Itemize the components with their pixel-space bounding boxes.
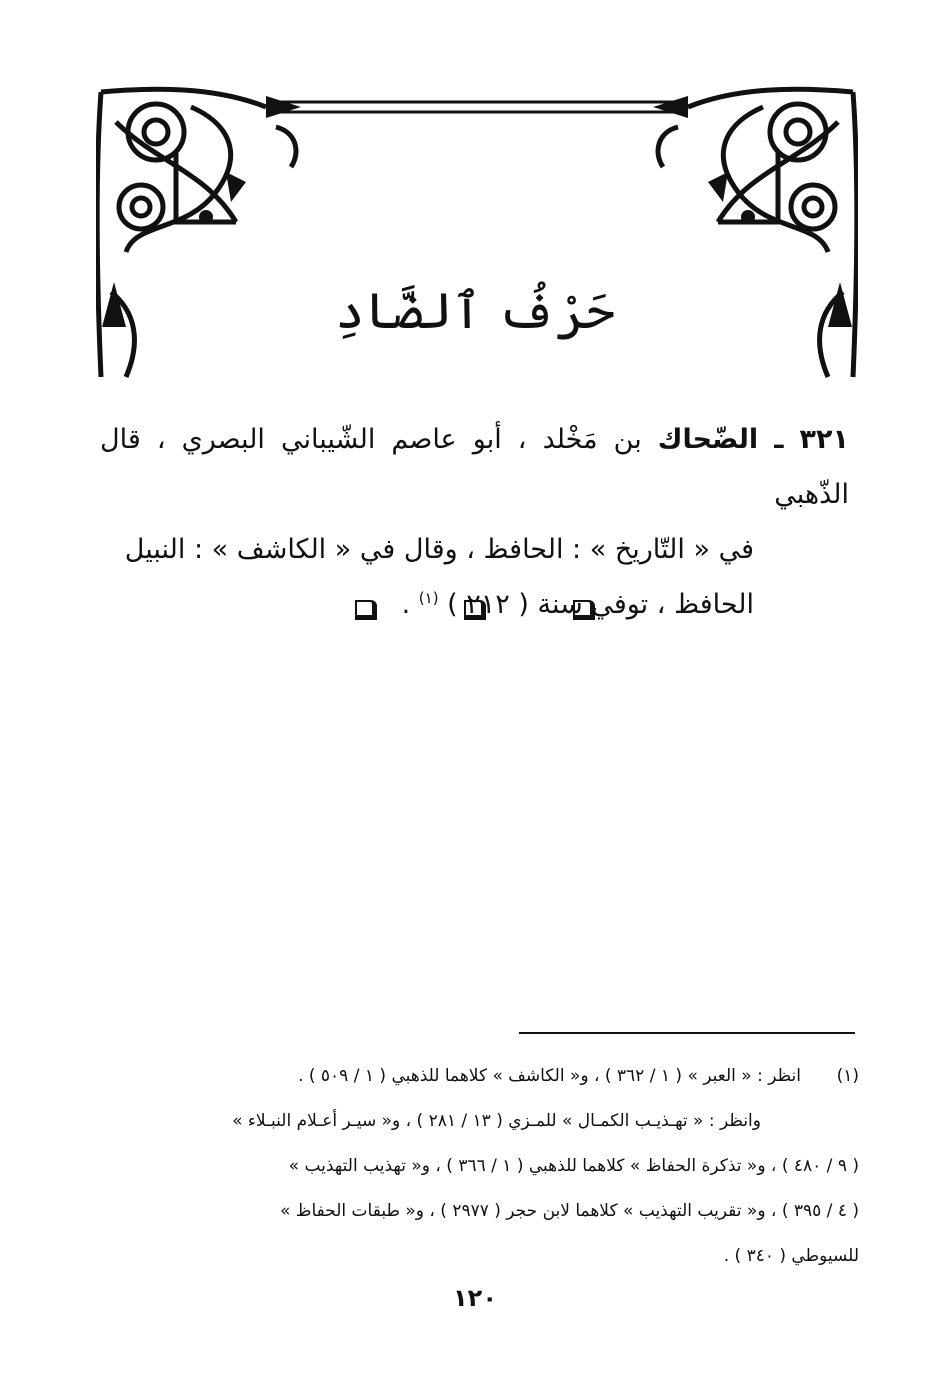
entry-line-2: في « التّاريخ » : الحافظ ، وقال في « الكاشف » : النبيل xyxy=(124,534,754,565)
separator-box-icon xyxy=(355,600,377,620)
footnote-1-line-1 xyxy=(98,1054,859,1099)
chapter-title: حَرْفُ ٱلضَّادِ xyxy=(335,282,615,340)
footnote-divider xyxy=(519,1032,855,1034)
footnote-1-text: انظر : « العبر » ( ١ / ٣٦٢ ) ، و« الكاشف » كلاهما للذهبي ( ١ / ٥٠٩ ) . xyxy=(298,1066,801,1086)
entry-number: ٣٢١ xyxy=(799,424,849,455)
footnote-1-line-5: للسيوطي ( ٣٤٠ ) . xyxy=(723,1246,859,1266)
entry-line3-text: الحافظ ، توفي سنة ( ٢١٢ ) xyxy=(447,589,754,620)
entry-end-mark: . xyxy=(401,589,411,620)
footnote-1-line-2: وانظر : « تهـذيـب الكمـال » للمـزي ( ١٣ / ٢٨١ ) ، و« سيـر أعـلام النبـلاء » xyxy=(232,1111,761,1131)
footnote-1-line-3: ( ٩ / ٤٨٠ ) ، و« تذكرة الحفاظ » كلاهما للذهبي ( ١ / ٣٦٦ ) ، و« تهذيب التهذيب » xyxy=(288,1156,859,1176)
section-separator xyxy=(355,600,595,630)
footnote-reference[interactable]: (١) xyxy=(418,589,439,607)
footnote-1-line-4: ( ٤ / ٣٩٥ ) ، و« تقريب التهذيب » كلاهما لابن حجر ( ٢٩٧٧ ) ، و« طبقات الحفاظ » xyxy=(279,1201,859,1221)
page-number: ١٢٠ xyxy=(453,1284,497,1312)
separator-box-icon xyxy=(464,600,486,620)
footnote-number: (١) xyxy=(836,1066,859,1086)
entry-dash: ـ xyxy=(774,424,784,455)
entry-name: الضّحاك xyxy=(657,424,759,455)
entry-line-1 xyxy=(100,424,849,510)
entry-line1-rest: بن مَخْلد ، أبو عاصم الشّيباني البصري ، قال الذّهبي xyxy=(100,424,849,510)
biography-entry xyxy=(100,412,849,632)
footnotes-section xyxy=(98,1054,859,1279)
separator-box-icon xyxy=(573,600,595,620)
